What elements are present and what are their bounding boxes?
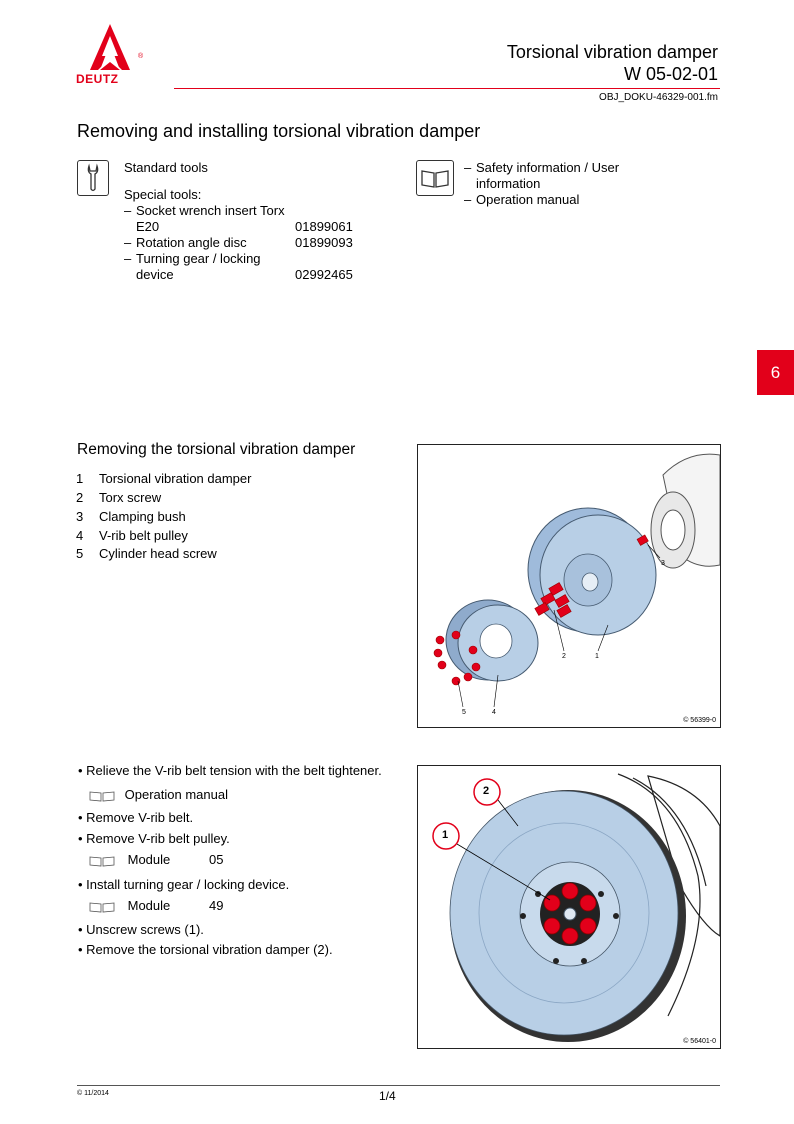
tool-dash-2: – [124, 235, 132, 250]
step-2: • Remove V-rib belt. [78, 810, 194, 825]
tool-number-1: 01899061 [295, 219, 353, 234]
step-1: • Relieve the V-rib belt tension with the belt tightener. [78, 763, 382, 778]
ref-line1-2: Operation manual [476, 192, 580, 207]
part-label: V-rib belt pulley [99, 528, 188, 543]
exploded-view-figure [417, 444, 721, 728]
doc-code: W 05-02-01 [623, 64, 718, 84]
tool-line1-2: Rotation angle disc [136, 235, 247, 250]
part-label: Torx screw [99, 490, 162, 505]
step-ref-value: 05 [209, 852, 224, 867]
part-num: 2 [76, 490, 84, 505]
deutz-logo-icon [76, 22, 146, 74]
wrench-icon [77, 160, 109, 196]
ref-line2-1: information [476, 176, 541, 191]
figure-ref: © 56399-0 [683, 717, 716, 724]
tool-line2-1: E20 [136, 219, 160, 234]
step-4: • Install turning gear / locking device. [78, 877, 290, 892]
chapter-tab: 6 [757, 350, 794, 395]
part-num: 1 [76, 471, 84, 486]
page-title: Removing and installing torsional vibration damper [77, 121, 481, 141]
tool-number-3: 02992465 [295, 267, 353, 282]
page-number: 1/4 [379, 1089, 396, 1103]
tool-line1-1: Socket wrench insert Torx [136, 203, 285, 218]
tool-dash-3: – [124, 251, 132, 266]
exploded-view-drawing [418, 445, 720, 727]
part-label: Clamping bush [99, 509, 186, 524]
callout-1: 1 [442, 829, 449, 841]
callout-1: 1 [595, 653, 599, 660]
special-tools-heading: Special tools: [124, 187, 202, 202]
step-text: Remove V-rib belt. [86, 810, 194, 825]
section-title: Removing the torsional vibration damper [77, 441, 356, 458]
footer-copyright: © 11/2014 [77, 1090, 109, 1097]
part-num: 4 [76, 528, 84, 543]
callout-2: 2 [483, 785, 490, 797]
logo-text: DEUTZ [76, 72, 119, 86]
step-text: Remove the torsional vibration damper (2). [86, 942, 333, 957]
step-ref-1 [88, 787, 228, 803]
step-6: • Remove the torsional vibration damper (2). [78, 942, 333, 957]
callout-2: 2 [562, 653, 566, 660]
step-text: Unscrew screws (1). [86, 922, 204, 937]
doc-title: Torsional vibration damper [506, 42, 718, 62]
tool-number-2: 01899093 [295, 235, 353, 250]
book-icon [88, 854, 116, 868]
damper-figure [417, 765, 721, 1049]
callout-3: 3 [661, 560, 665, 567]
tool-line1-3: Turning gear / locking [136, 251, 261, 266]
step-ref-3 [88, 898, 224, 914]
tool-line2-3: device [136, 267, 174, 282]
part-num: 3 [76, 509, 84, 524]
book-icon [88, 900, 116, 914]
damper-drawing [418, 766, 720, 1048]
step-ref-label: Operation manual [124, 787, 228, 802]
deutz-logo [76, 22, 146, 90]
part-label: Torsional vibration damper [99, 471, 252, 486]
step-text: Install turning gear / locking device. [86, 877, 290, 892]
tool-dash-1: – [124, 203, 132, 218]
step-ref-label: Module [127, 898, 171, 913]
step-3: • Remove V-rib belt pulley. [78, 831, 230, 846]
ref-line1-1: Safety information / User [476, 160, 620, 175]
book-icon [416, 160, 454, 196]
book-icon [88, 789, 116, 803]
step-text: Relieve the V-rib belt tension with the belt tightener. [86, 763, 382, 778]
step-text: Remove V-rib belt pulley. [86, 831, 230, 846]
standard-tools: Standard tools [124, 160, 208, 175]
ref-dash-1: – [464, 160, 472, 175]
step-ref-label: Module [127, 852, 171, 867]
part-label: Cylinder head screw [99, 546, 217, 561]
step-5: • Unscrew screws (1). [78, 922, 204, 937]
step-ref-2 [88, 852, 224, 868]
ref-dash-2: – [464, 192, 472, 207]
doc-file: OBJ_DOKU-46329-001.fm [599, 92, 718, 103]
footer-rule [77, 1085, 720, 1086]
callout-5: 5 [462, 709, 466, 716]
header-rule [174, 88, 720, 89]
registered-mark: ® [138, 53, 144, 60]
part-num: 5 [76, 546, 84, 561]
callout-4: 4 [492, 709, 496, 716]
step-ref-value: 49 [209, 898, 224, 913]
figure-ref: © 56401-0 [683, 1038, 716, 1045]
